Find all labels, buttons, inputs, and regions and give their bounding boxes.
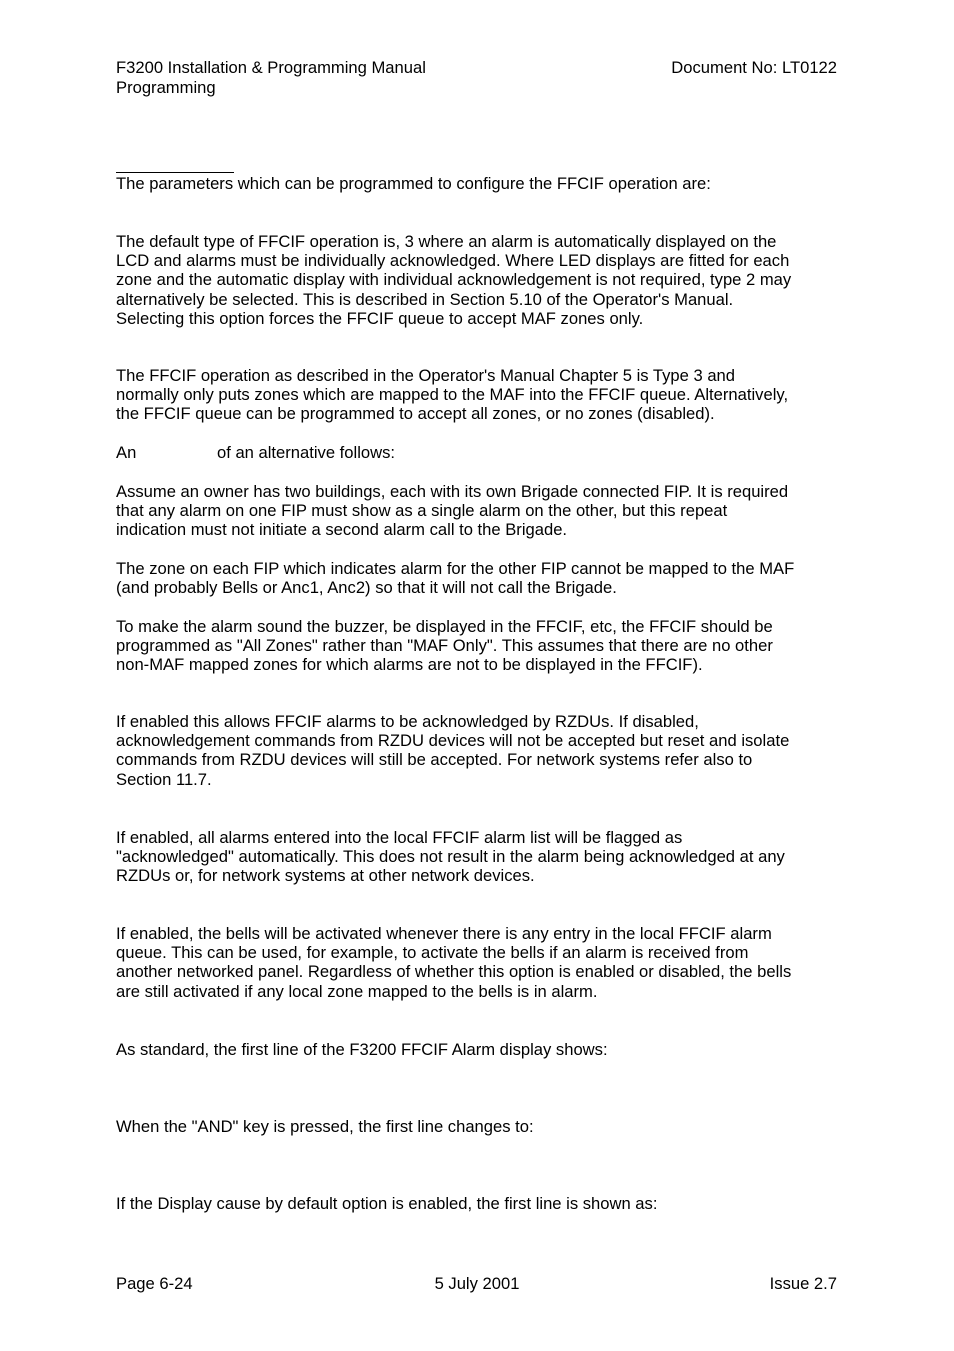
buzzer-paragraph: To make the alarm sound the buzzer, be displayed in the FFCIF, etc, the FFCIF should be programmed as "All Zones" rather than "MAF Only". This assumes that there are no other non-MAF mapped zones for which alarms are not to be displayed in the FFCIF). [116, 617, 773, 675]
assume-paragraph: Assume an owner has two buildings, each with its own Brigade connected FIP. It is required that any alarm on one FIP must show as a single alarm on the other, but this repeat indication must not initiate a second alarm call to the Brigade. [116, 482, 789, 540]
auto-ack-paragraph: If enabled, all alarms entered into the local FFCIF alarm list will be flagged as "acknowledged" automatically. This does not result in the alarm being acknowledged at any RZDUs or, for network systems at other network devices. [116, 828, 785, 886]
and-key-line: When the "AND" key is pressed, the first line changes to: [116, 1117, 534, 1136]
intro-paragraph: The parameters which can be programmed to configure the FFCIF operation are: [116, 174, 711, 193]
display-cause-line: If the Display cause by default option is enabled, the first line is shown as: [116, 1194, 658, 1213]
bells-paragraph: If enabled, the bells will be activated whenever there is any entry in the local FFCIF alarm queue. This can be used, for example, to activate the bells if an alarm is received from another networked panel. Regardless of whether this option is enabled or disabled, the bells are still activated if any local zone mapped to the bells is in alarm. [116, 924, 792, 1001]
ffcif-queue-paragraph: The FFCIF operation as described in the Operator's Manual Chapter 5 is Type 3 and normally only puts zones which are mapped to the MAF into the FFCIF queue. Alternatively, the FFCIF queue can be programmed to accept all zones, or no zones (disabled). [116, 366, 789, 424]
example-an-text: An [116, 443, 137, 462]
ffcif-type-paragraph: The default type of FFCIF operation is, 3 where an alarm is automatically displayed on the LCD and alarms must be individually acknowledged. Where LED displays are fitted for each zone and the automatic display with individual acknowledgement is not required, type 2 may alternatively be selected. This is described in Section 5.10 of the Operator's Manual. Selecting this option forces the FFCIF queue to accept MAF zones only. [116, 232, 792, 328]
header-doc-number: Document No: LT0122 [671, 58, 837, 77]
footer-issue: Issue 2.7 [769, 1274, 837, 1293]
example-rest-text: of an alternative follows: [217, 443, 396, 462]
zone-paragraph: The zone on each FIP which indicates alarm for the other FIP cannot be mapped to the MAF (and probably Bells or Anc1, Anc2) so that it will not call the Brigade. [116, 559, 795, 598]
header-section: Programming [116, 78, 216, 97]
footer-page-number: Page 6-24 [116, 1274, 193, 1293]
footer-date: 5 July 2001 [434, 1274, 520, 1293]
header-title: F3200 Installation & Programming Manual [116, 58, 426, 77]
rzdu-ack-paragraph: If enabled this allows FFCIF alarms to be acknowledged by RZDUs. If disabled, acknowledgement commands from RZDU devices will not be accepted but reset and isolate commands from RZDU devices will still be accepted. For network systems refer also to Section 11.7. [116, 712, 790, 789]
standard-display-line: As standard, the first line of the F3200 FFCIF Alarm display shows: [116, 1040, 608, 1059]
section-rule [116, 172, 234, 173]
